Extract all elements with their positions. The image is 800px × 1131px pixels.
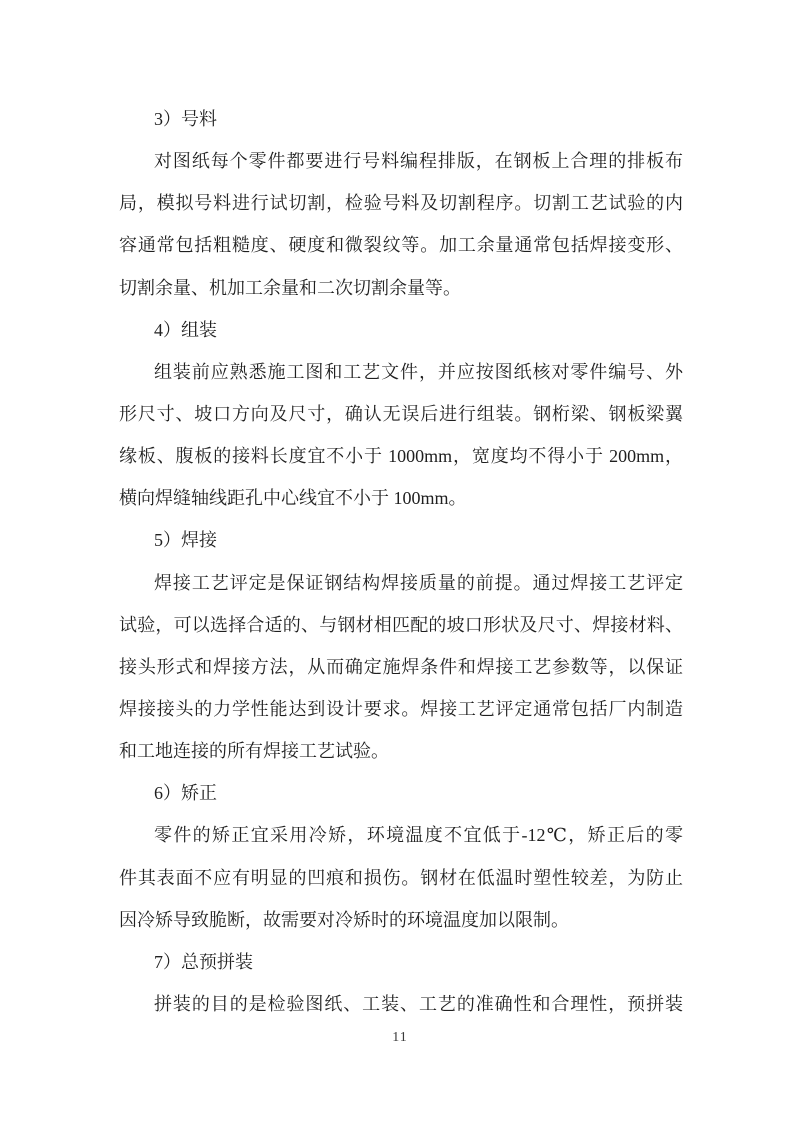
paragraph-line: 试验，可以选择合适的、与钢材相匹配的坡口形状及尺寸、焊接材料、 <box>119 614 683 635</box>
page-footer <box>0 1028 800 1046</box>
paragraph-line: 形尺寸、坡口方向及尺寸，确认无误后进行组装。钢桁梁、钢板梁翼 <box>119 403 683 424</box>
page-number: 11 <box>392 1030 408 1045</box>
paragraph-line: 横向焊缝轴线距孔中心线宜不小于 100mm。 <box>119 488 467 509</box>
section-heading: 7）总预拼装 <box>154 951 253 972</box>
paragraph-line: 组装前应熟悉施工图和工艺文件，并应按图纸核对零件编号、外 <box>154 361 683 382</box>
paragraph-line: 焊接工艺评定是保证钢结构焊接质量的前提。通过焊接工艺评定 <box>154 572 683 593</box>
section-heading: 6）矫正 <box>154 783 217 804</box>
paragraph-line: 缘板、腹板的接料长度宜不小于 1000mm，宽度均不得小于 200mm， <box>119 446 683 467</box>
section-heading: 3）号料 <box>154 109 217 129</box>
paragraph-line: 拼装的目的是检验图纸、工装、工艺的准确性和合理性，预拼装 <box>154 993 683 1014</box>
document-body <box>119 98 683 1025</box>
paragraph-line: 焊接接头的力学性能达到设计要求。焊接工艺评定通常包括厂内制造 <box>119 698 683 719</box>
paragraph-line: 因冷矫导致脆断，故需要对冷矫时的环境温度加以限制。 <box>119 909 569 930</box>
section-heading: 5）焊接 <box>154 530 217 551</box>
paragraph-line: 零件的矫正宜采用冷矫，环境温度不宜低于-12℃，矫正后的零 <box>154 825 683 846</box>
paragraph-line: 切割余量、机加工余量和二次切割余量等。 <box>119 277 461 298</box>
paragraph-line: 件其表面不应有明显的凹痕和损伤。钢材在低温时塑性较差，为防止 <box>119 867 683 888</box>
paragraph-line: 局，模拟号料进行试切割，检验号料及切割程序。切割工艺试验的内 <box>119 193 683 214</box>
paragraph-line: 和工地连接的所有焊接工艺试验。 <box>119 741 389 762</box>
paragraph-line: 容通常包括粗糙度、硬度和微裂纹等。加工余量通常包括焊接变形、 <box>119 235 683 256</box>
section-heading: 4）组装 <box>154 319 217 340</box>
paragraph-line: 对图纸每个零件都要进行号料编程排版，在钢板上合理的排板布 <box>154 151 683 172</box>
paragraph-line: 接头形式和焊接方法，从而确定施焊条件和焊接工艺参数等，以保证 <box>119 656 683 677</box>
